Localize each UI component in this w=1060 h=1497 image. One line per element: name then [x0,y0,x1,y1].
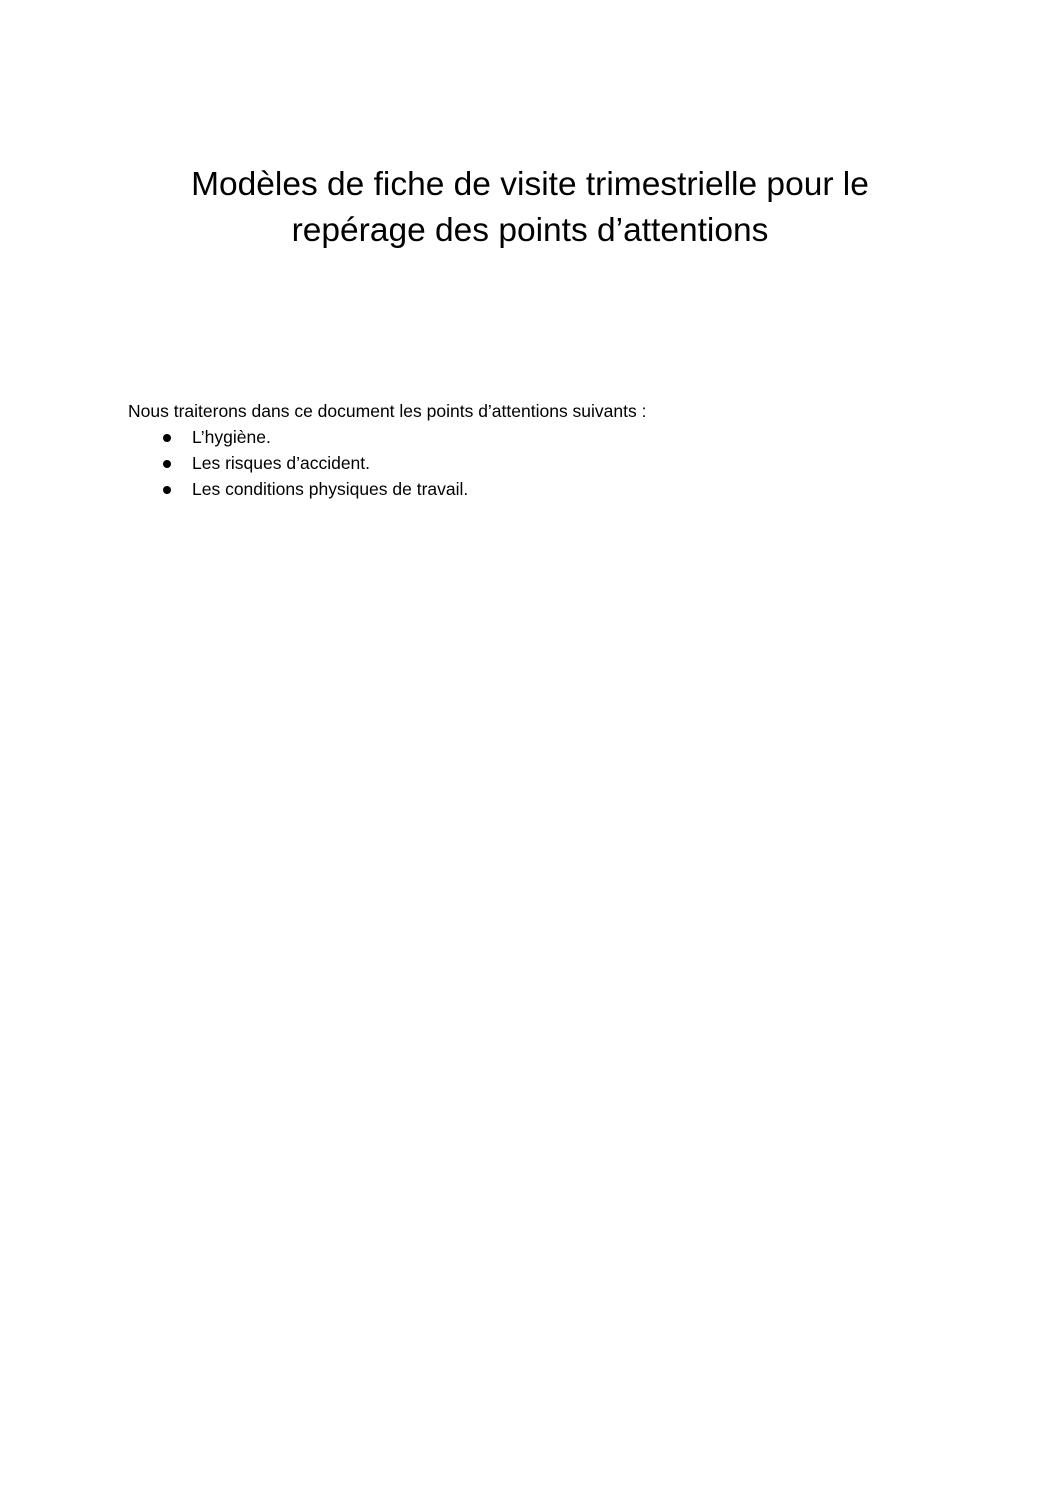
list-item-text: L’hygiène. [192,427,271,447]
document-title [128,162,932,254]
list-item-text: Les risques d’accident. [192,453,371,473]
bullet-dot-icon [163,486,171,494]
document-title-line-1: Modèles de fiche de visite trimestrielle pour le [191,166,869,203]
bullet-dot-icon [163,434,171,442]
intro-paragraph: Nous traiterons dans ce document les points d’attentions suivants : [128,401,647,421]
document-title-line-2: repérage des points d’attentions [291,212,769,249]
list-item-text: Les conditions physiques de travail. [192,479,469,499]
bullet-dot-icon [163,460,171,468]
